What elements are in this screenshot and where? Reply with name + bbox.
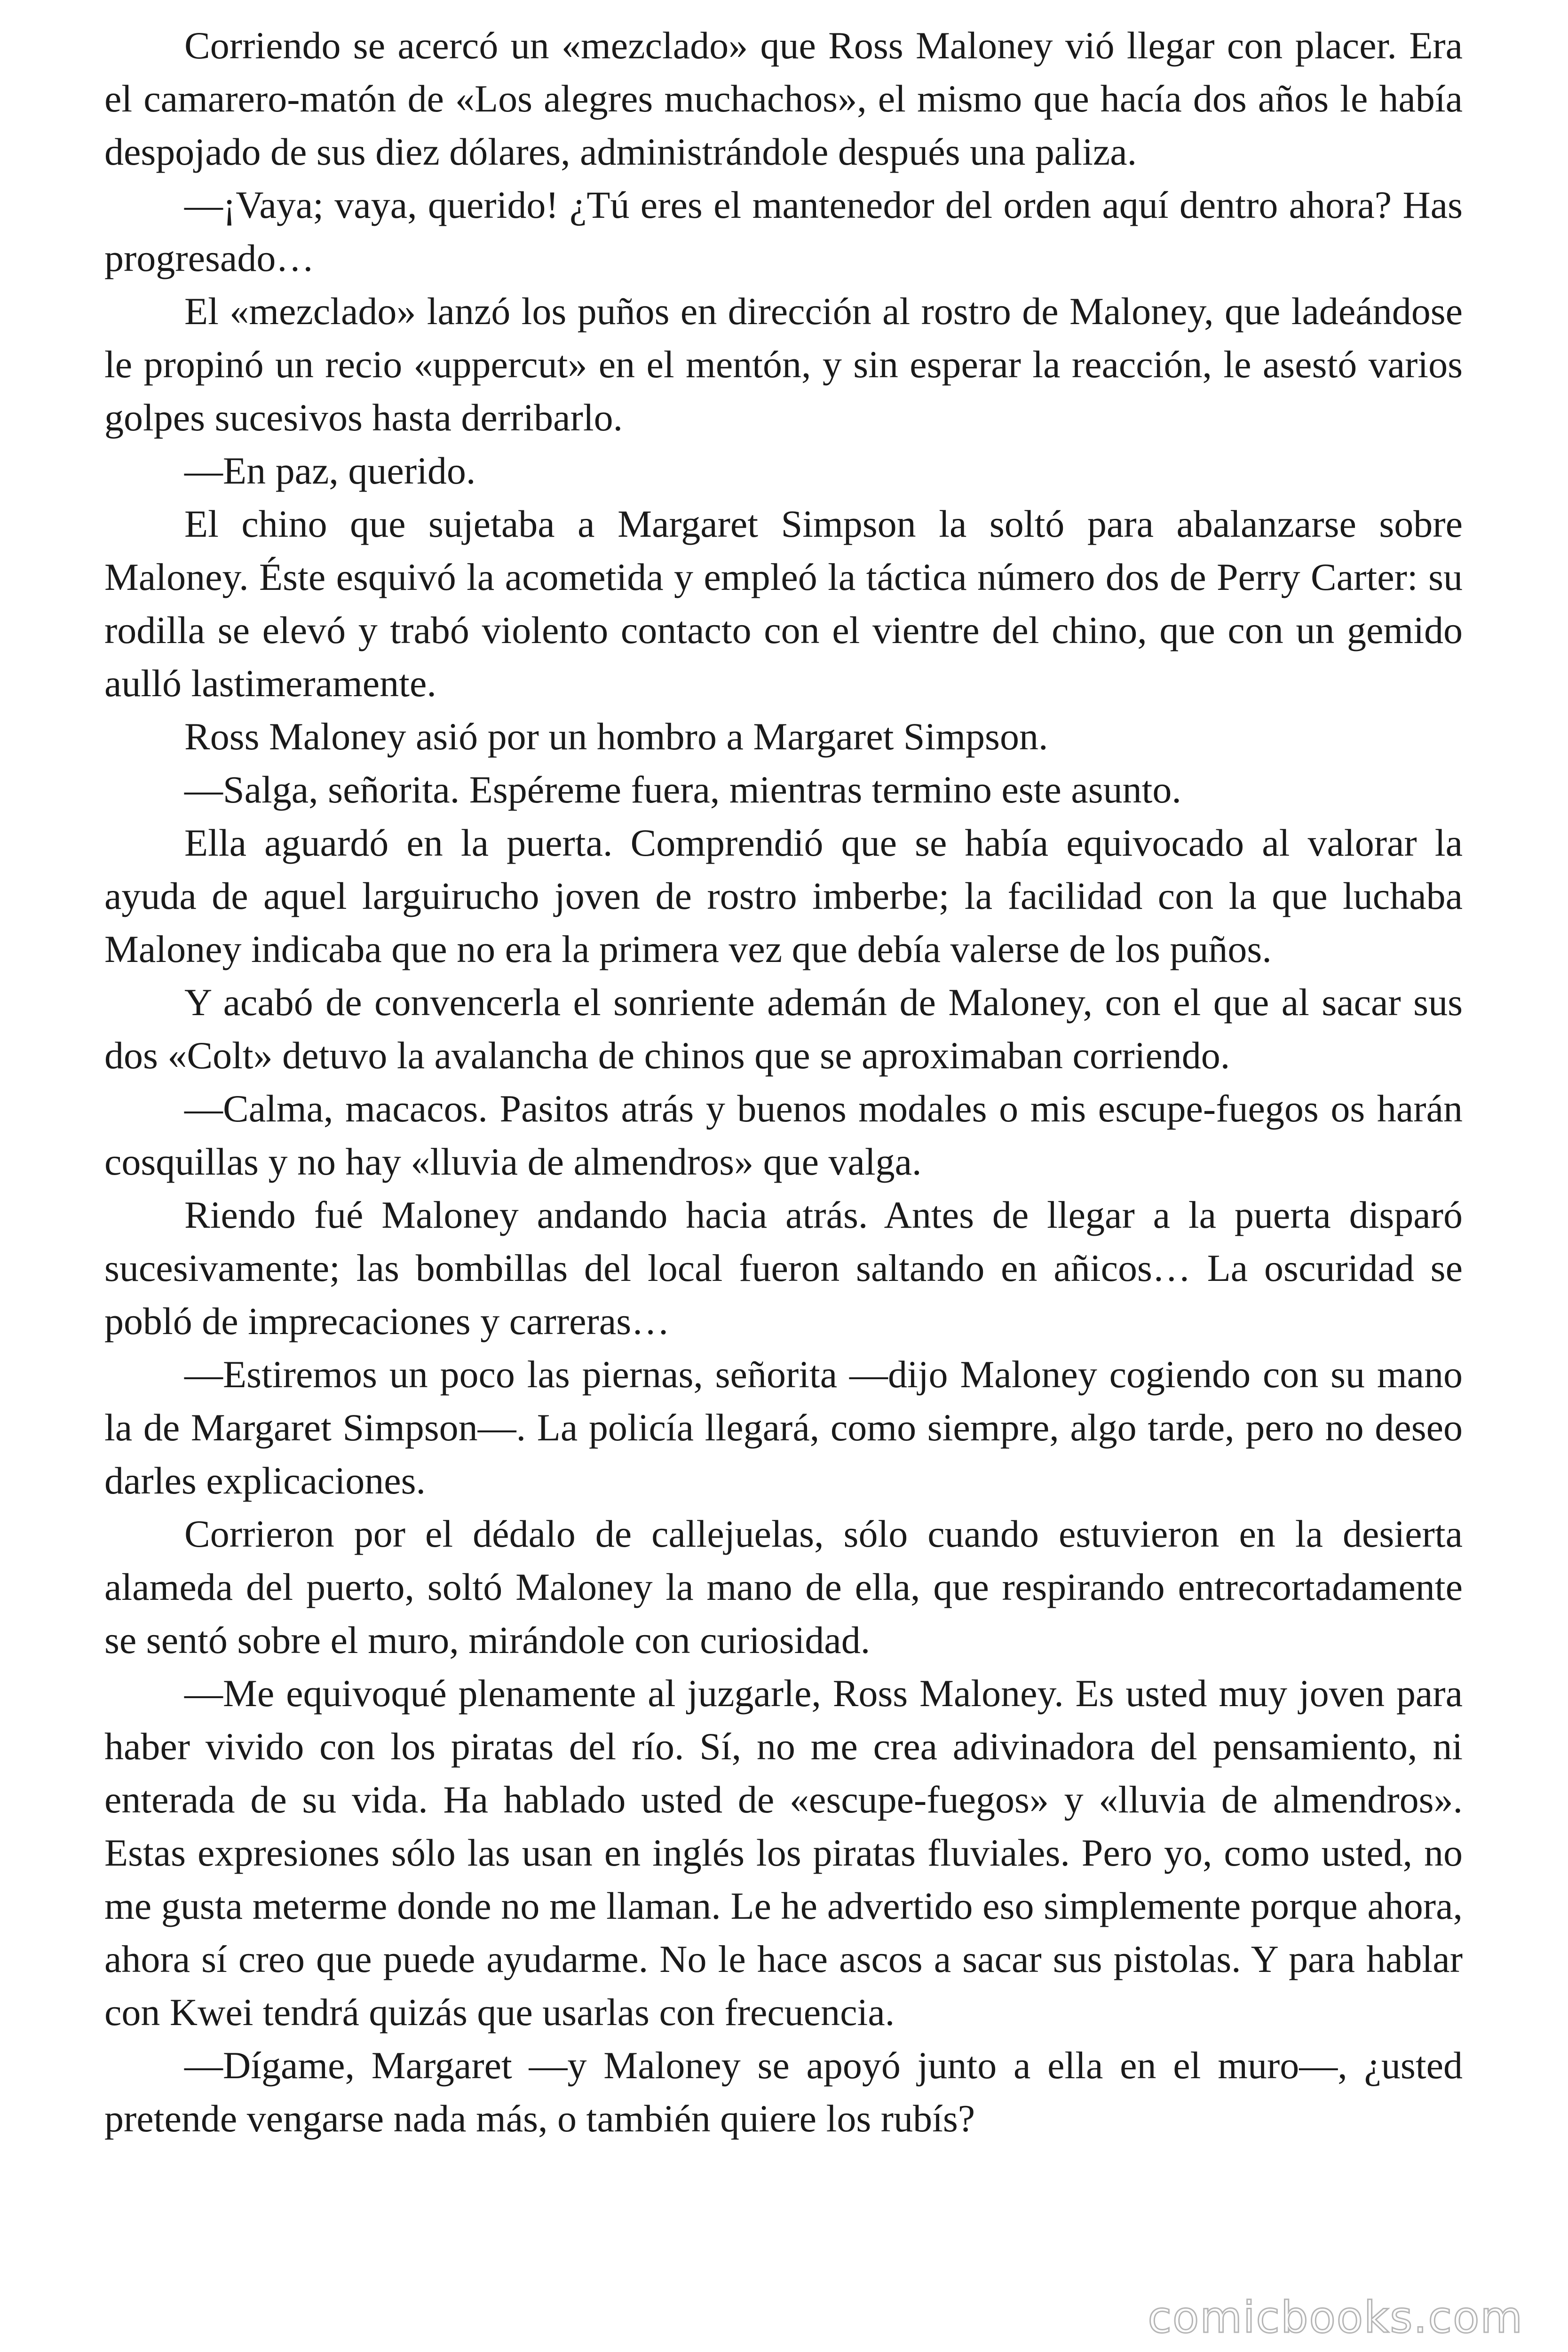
paragraph: —¡Vaya; vaya, querido! ¿Tú eres el mantenedor del orden aquí dentro ahora? Has progresado… [104,183,1463,279]
paragraph: Y acabó de convencerla el sonriente ademán de Maloney, con el que al sacar sus dos «Colt» detuvo la avalancha de chinos que se aproximaban corriendo. [104,981,1463,1077]
paragraph: —Salga, señorita. Espéreme fuera, mientras termino este asunto. [184,768,1181,811]
paragraph: Corriendo se acercó un «mezclado» que Ross Maloney vió llegar con placer. Era el camarero-matón de «Los alegres muchachos», el mismo que hacía dos años le había despojado de sus diez dólares, administrándole después una paliza. [104,24,1463,173]
paragraph: Riendo fué Maloney andando hacia atrás. Antes de llegar a la puerta disparó sucesivamente; las bombillas del local fueron saltando en añicos… La oscuridad se pobló de imprecaciones y carreras… [104,1193,1463,1343]
page-text [104,19,1463,2145]
paragraph: —Dígame, Margaret —y Maloney se apoyó junto a ella en el muro—, ¿usted pretende vengarse nada más, o también quiere los rubís? [104,2044,1463,2140]
paragraph: —En paz, querido. [184,449,476,492]
paragraph: —Calma, macacos. Pasitos atrás y buenos modales o mis escupe-fuegos os harán cosquillas y no hay «lluvia de almendros» que valga. [104,1087,1463,1183]
paragraph: El chino que sujetaba a Margaret Simpson la soltó para abalanzarse sobre Maloney. Éste esquivó la acometida y empleó la táctica número dos de Perry Carter: su rodilla se elevó y trabó violento contacto con el vientre del chino, que con un gemido aulló lastimeramente. [104,502,1463,705]
paragraph: —Estiremos un poco las piernas, señorita —dijo Maloney cogiendo con su mano la de Margaret Simpson—. La policía llegará, como siempre, algo tarde, pero no deseo darles explicaciones. [104,1353,1463,1502]
paragraph: Corrieron por el dédalo de callejuelas, sólo cuando estuvieron en la desierta alameda del puerto, soltó Maloney la mano de ella, que respirando entrecortadamente se sentó sobre el muro, mirándole con curiosidad. [104,1512,1463,1661]
paragraph: Ross Maloney asió por un hombro a Margaret Simpson. [184,715,1048,758]
watermark: comicbooks.com [1148,2292,1523,2343]
paragraph: Ella aguardó en la puerta. Comprendió que se había equivocado al valorar la ayuda de aquel larguirucho joven de rostro imberbe; la facilidad con la que luchaba Maloney indicaba que no era la primera vez que debía valerse de los puños. [104,821,1463,970]
paragraph: —Me equivoqué plenamente al juzgarle, Ross Maloney. Es usted muy joven para haber vivido con los piratas del río. Sí, no me crea adivinadora del pensamiento, ni enterada de su vida. Ha hablado usted de «escupe-fuegos» y «lluvia de almendros». Estas expresiones sólo las usan en inglés los piratas fluviales. Pero yo, como usted, no me gusta meterme donde no me llaman. Le he advertido eso simplemente porque ahora, ahora sí creo que puede ayudarme. No le hace ascos a sacar sus pistolas. Y para hablar con Kwei tendrá quizás que usarlas con frecuencia. [104,1672,1463,2034]
paragraph: El «mezclado» lanzó los puños en dirección al rostro de Maloney, que ladeándose le propinó un recio «uppercut» en el mentón, y sin esperar la reacción, le asestó varios golpes sucesivos hasta derribarlo. [104,290,1463,439]
